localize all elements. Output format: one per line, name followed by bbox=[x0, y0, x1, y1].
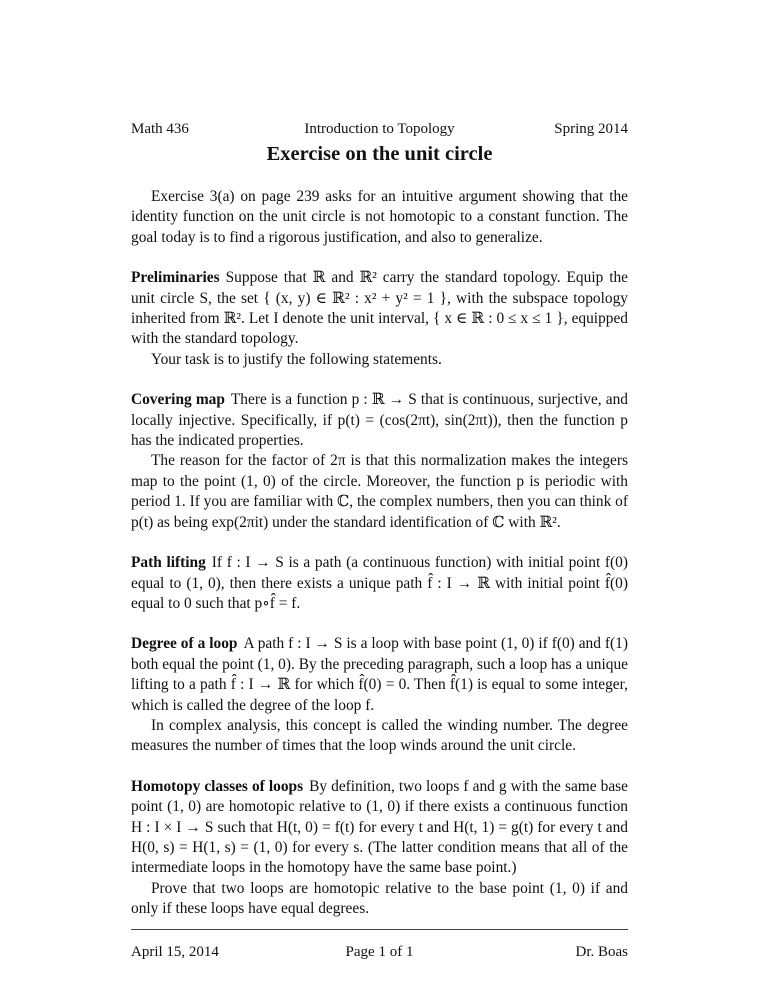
course-label: Math 436 bbox=[131, 121, 189, 137]
footer-author: Dr. Boas bbox=[575, 944, 628, 960]
path-lifting-paragraph bbox=[131, 553, 628, 614]
preliminaries-paragraph bbox=[131, 268, 628, 350]
homotopy-paragraph bbox=[131, 777, 628, 879]
footer-page-number: Page 1 of 1 bbox=[345, 944, 414, 960]
section-text: In complex analysis, this concept is called the winding number. The degree measures the number of times that the loop winds around the unit circle. bbox=[131, 716, 628, 755]
section-heading: Degree of a loop bbox=[131, 635, 238, 653]
footer-date: April 15, 2014 bbox=[131, 944, 219, 960]
section-text: A path f : I → S is a loop with base point (1, 0) if f(0) and f(1) both equal the point (1, 0). By the preceding paragraph, such a loop has a unique lifting to a path f̂ : I → ℝ for which f̂(0) = 0. Then f̂(1) is equal to some integer, which is called the degree of the loop f. bbox=[131, 635, 628, 714]
section-text: Prove that two loops are homotopic relative to the base point (1, 0) if and only if these loops have equal degrees. bbox=[131, 879, 628, 918]
document-body bbox=[131, 187, 628, 920]
footer-divider bbox=[131, 929, 628, 930]
section-text: Suppose that ℝ and ℝ² carry the standard topology. Equip the unit circle S, the set { (x, y) ∈ ℝ² : x² + y² = 1 }, with the subspace topology inherited from ℝ². Let I denote the unit interval, { x ∈ ℝ : 0 ≤ x ≤ 1 }, equipped with the standard topology. bbox=[131, 269, 628, 348]
term-label: Spring 2014 bbox=[554, 121, 628, 137]
section-heading: Preliminaries bbox=[131, 269, 220, 287]
covering-map-paragraph bbox=[131, 390, 628, 451]
subject-label: Introduction to Topology bbox=[304, 121, 455, 137]
section-text: Your task is to justify the following statements. bbox=[151, 350, 442, 368]
section-heading: Path lifting bbox=[131, 554, 206, 572]
section-preliminaries bbox=[131, 268, 628, 370]
section-heading: Homotopy classes of loops bbox=[131, 777, 304, 795]
section-text: If f : I → S is a path (a continuous function) with initial point f(0) equal to (1, 0), then there exists a unique path f̂ : I → ℝ with initial point f̂(0) equal to 0 such that p∘f̂ = f. bbox=[131, 554, 628, 612]
section-text: There is a function p : ℝ → S that is continuous, surjective, and locally injective. Specifically, if p(t) = (cos(2πt), sin(2πt)), then the function p has the indicated properties. bbox=[131, 391, 628, 450]
section-covering-map bbox=[131, 390, 628, 533]
page-title: Exercise on the unit circle bbox=[266, 143, 493, 165]
section-heading: Covering map bbox=[131, 391, 225, 409]
section-text: By definition, two loops f and g with the same base point (1, 0) are homotopic relative to (1, 0) if there exists a continuous function H : I × I → S such that H(t, 0) = f(t) for every t and H(t, 1) = g(t) for every t and H(0, s) = H(1, s) = (1, 0) for every s. (The latter condition means that all of the intermediate loops in the homotopy have the same base point.) bbox=[131, 777, 628, 877]
intro-paragraph: Exercise 3(a) on page 239 asks for an intuitive argument showing that the identity function on the unit circle is not homotopic to a constant function. The goal today is to find a rigorous justification, and also to generalize. bbox=[131, 188, 628, 246]
section-text: The reason for the factor of 2π is that this normalization makes the integers map to the point (1, 0) of the circle. Moreover, the function p is periodic with period 1. If you are familiar with ℂ, the complex numbers, then you can think of p(t) as being exp(2πit) under the standard identification of ℂ with ℝ². bbox=[131, 452, 628, 531]
section-degree bbox=[131, 634, 628, 756]
degree-paragraph bbox=[131, 634, 628, 716]
section-path-lifting bbox=[131, 553, 628, 614]
section-homotopy bbox=[131, 777, 628, 920]
